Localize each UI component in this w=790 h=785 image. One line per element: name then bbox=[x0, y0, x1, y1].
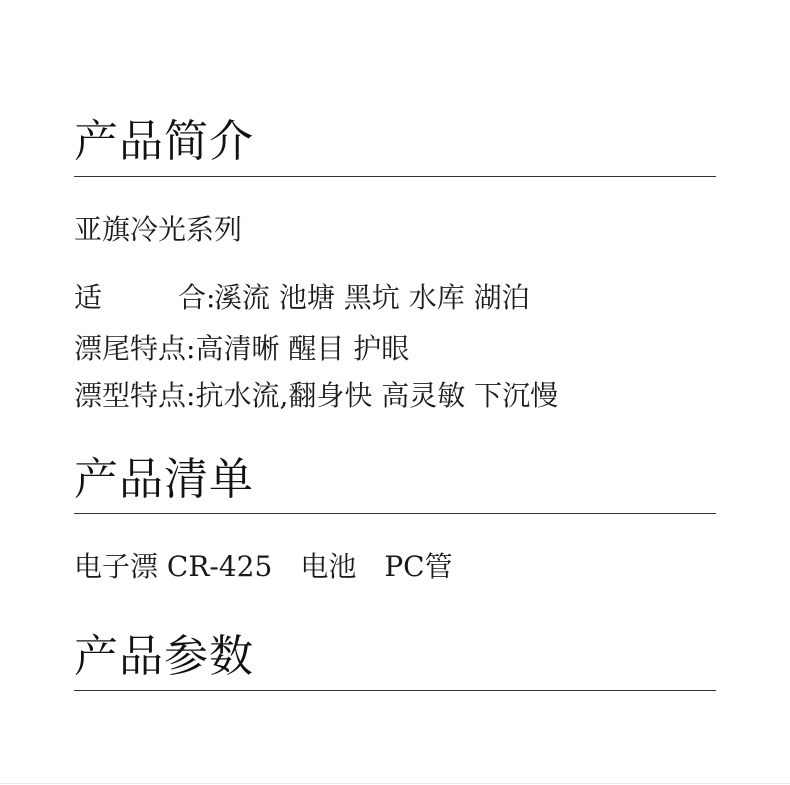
tail-feature-row bbox=[74, 331, 409, 367]
divider-params bbox=[74, 690, 716, 691]
fit-label-last: 合: bbox=[178, 281, 216, 314]
package-list bbox=[74, 549, 453, 585]
product-series: 亚旗冷光系列 bbox=[74, 213, 243, 246]
tail-feature-value: 高清晰 醒目 护眼 bbox=[195, 332, 410, 365]
fit-label-first: 适 bbox=[74, 281, 103, 314]
body-feature-value: 抗水流,翻身快 高灵敏 下沉慢 bbox=[195, 379, 559, 412]
tail-feature-label: 漂尾特点: bbox=[74, 332, 196, 365]
divider-intro bbox=[74, 176, 716, 177]
fit-row bbox=[74, 280, 530, 316]
section-title-list: 产品清单 bbox=[74, 454, 254, 505]
package-item: 电子漂 CR-425 bbox=[74, 550, 273, 583]
divider-list bbox=[74, 513, 716, 514]
page-bottom-border bbox=[0, 783, 790, 784]
package-item: PC管 bbox=[384, 550, 453, 583]
fit-value: 溪流 池塘 黑坑 水库 湖泊 bbox=[214, 281, 530, 314]
package-item: 电池 bbox=[300, 550, 357, 583]
fit-label bbox=[74, 280, 214, 316]
body-feature-row bbox=[74, 378, 558, 414]
section-title-params: 产品参数 bbox=[74, 631, 254, 682]
body-feature-label: 漂型特点: bbox=[74, 379, 196, 412]
section-title-intro: 产品简介 bbox=[74, 116, 254, 167]
